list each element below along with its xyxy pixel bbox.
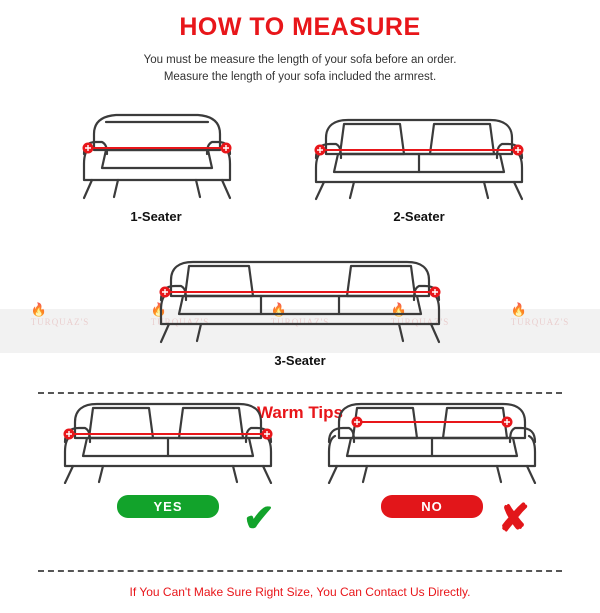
two-seater-illustration <box>304 98 534 207</box>
correct-illustration <box>53 386 283 489</box>
watermark-text: TURQUAZ'S <box>510 317 570 327</box>
page-subtitle <box>0 52 600 86</box>
page-title: HOW TO MEASURE <box>179 13 421 41</box>
one-seater-illustration <box>66 98 246 207</box>
no-badge: NO <box>381 495 483 518</box>
correct-sofa-svg <box>53 386 283 484</box>
watermark-text: TURQUAZ'S <box>390 317 450 327</box>
three-seater-illustration <box>145 238 455 351</box>
cross-mark-icon: ✘ <box>498 498 530 540</box>
how-to-measure-infographic <box>0 13 600 613</box>
footer-note: If You Can't Make Sure Right Size, You Can Contact Us Directly. <box>129 585 471 599</box>
flame-icon: 🔥 <box>390 302 408 317</box>
one-seater-svg <box>66 98 246 202</box>
watermark-text: TURQUAZ'S <box>150 317 210 327</box>
flame-icon: 🔥 <box>150 302 168 317</box>
three-seater-diagram <box>145 238 455 368</box>
yes-badge: YES <box>117 495 219 518</box>
watermark-text: TURQUAZ'S <box>270 317 330 327</box>
three-seater-label: 3-Seater <box>274 353 326 368</box>
subtitle-line-1: You must be measure the length of your sofa before an order. <box>143 54 457 66</box>
flame-icon: 🔥 <box>30 302 48 317</box>
warm-tips-heading: Warm Tips <box>257 403 343 422</box>
seater-row-top <box>0 98 600 224</box>
flame-icon: 🔥 <box>510 302 528 317</box>
two-seater-label: 2-Seater <box>393 209 445 224</box>
incorrect-illustration <box>317 386 547 489</box>
check-mark-icon: ✔ <box>243 498 275 540</box>
one-seater-label: 1-Seater <box>130 209 182 224</box>
three-seater-svg <box>145 238 455 346</box>
divider-bottom <box>38 570 562 572</box>
subtitle-line-2: Measure the length of your sofa included the armrest. <box>163 71 437 83</box>
incorrect-sofa-svg <box>317 386 547 484</box>
two-seater-diagram <box>304 98 534 224</box>
watermark-text: TURQUAZ'S <box>30 317 90 327</box>
one-seater-diagram <box>66 98 246 224</box>
flame-icon: 🔥 <box>270 302 288 317</box>
two-seater-svg <box>304 98 534 202</box>
